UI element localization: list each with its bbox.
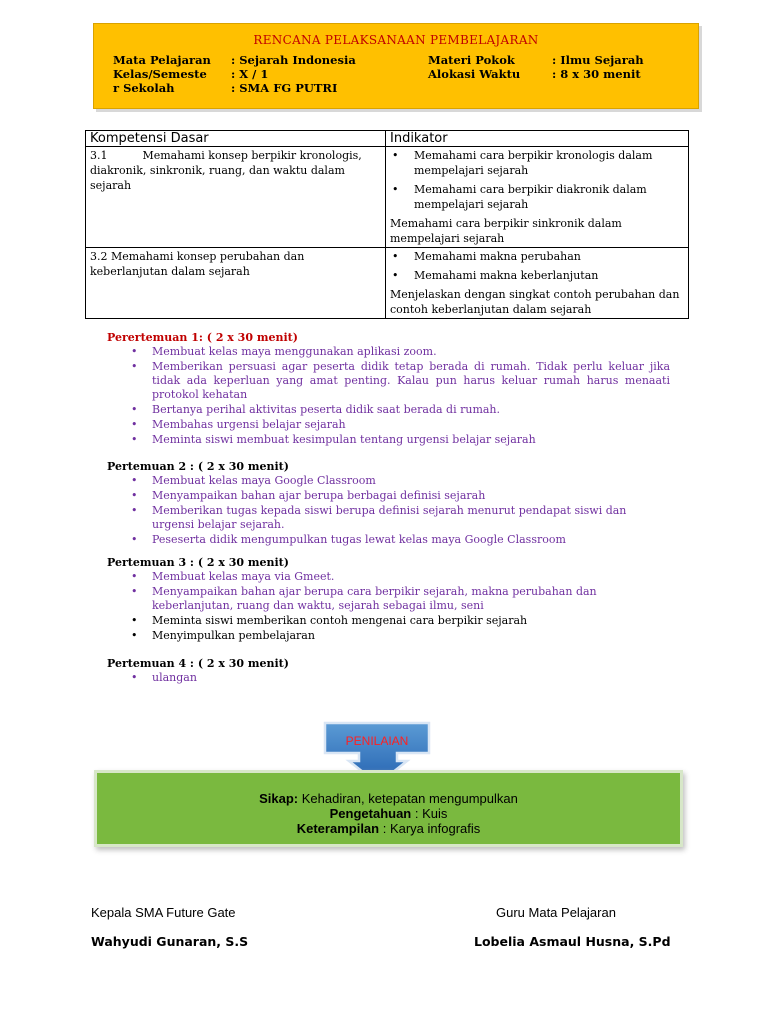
list-item: • Membahas urgensi belajar sejarah [107, 418, 670, 432]
signature-right-name: Lobelia Asmaul Husna, S.Pd [474, 934, 671, 949]
field-label-alokasi: Alokasi Waktu [428, 67, 521, 81]
list-item: • Peseserta didik mengumpulkan tugas lewat kelas maya Google Classroom [107, 533, 670, 547]
field-label-mata-pelajaran: Mata Pelajaran [113, 53, 211, 67]
indikator-text: Memahami cara berpikir sinkronik dalam mempelajari sejarah [390, 217, 622, 245]
competency-table [85, 130, 689, 319]
header-kompetensi-dasar: Kompetensi Dasar [86, 131, 386, 147]
signature-left-title: Kepala SMA Future Gate [91, 905, 236, 920]
list-item: • Meminta siswi memberikan contoh mengenai cara berpikir sejarah [107, 614, 670, 628]
header-indikator: Indikator [386, 131, 689, 147]
list-item: • Memberikan persuasi agar peserta didik tetap berada di rumah. Tidak perlu keluar jika tidak ada keperluan yang amat penting. Kalau pun harus keluar rumah harus menaati protokol kehatan [107, 360, 670, 402]
meeting-title: Pertemuan 2 : ( 2 x 30 menit) [107, 460, 289, 473]
meeting-4 [107, 657, 670, 686]
list-item: • Menyimpulkan pembelajaran [107, 629, 670, 643]
field-label-kelas: Kelas/Semeste [113, 67, 207, 81]
list-item: • Menyampaikan bahan ajar berupa berbagai definisi sejarah [107, 489, 670, 503]
field-value-materi: : Ilmu Sejarah [552, 53, 644, 67]
indikator-item: • Memahami makna perubahan [390, 249, 684, 264]
penilaian-label: PENILAIAN [345, 734, 409, 748]
meeting-title: Pertemuan 3 : ( 2 x 30 menit) [107, 556, 289, 569]
document-title: RENCANA PELAKSANAAN PEMBELAJARAN [253, 33, 539, 47]
meeting-title: Perertemuan 1: ( 2 x 30 menit) [107, 331, 298, 344]
indikator-item: • Memahami makna keberlanjutan [390, 268, 684, 283]
list-item: • Bertanya perihal aktivitas peserta didik saat berada di rumah. [107, 403, 670, 417]
pengetahuan-line [97, 806, 680, 821]
kd-cell: 3.2 Memahami konsep perubahan dan keberlanjutan dalam sejarah [86, 248, 386, 319]
list-item: • Membuat kelas maya menggunakan aplikasi zoom. [107, 345, 670, 359]
indikator-text: Menjelaskan dengan singkat contoh perubahan dan contoh keberlanjutan dalam sejarah [390, 288, 680, 316]
indikator-item: • Memahami cara berpikir kronologis dalam mempelajari sejarah [390, 148, 684, 178]
assessment-box [97, 773, 680, 844]
list-item: • Membuat kelas maya via Gmeet. [107, 570, 670, 584]
table-header-row [86, 131, 689, 147]
field-value-mata-pelajaran: : Sejarah Indonesia [231, 53, 356, 67]
meeting-3 [107, 556, 670, 644]
sikap-label: Sikap: [259, 791, 299, 806]
sikap-value: Kehadiran, ketepatan mengumpulkan [298, 791, 518, 806]
list-item: • Memberikan tugas kepada siswi berupa definisi sejarah menurut pendapat siswi dan urgensi belajar sejarah. [107, 504, 670, 532]
signature-right-title: Guru Mata Pelajaran [496, 905, 616, 920]
field-value-kelas: : X / 1 [231, 67, 269, 81]
pengetahuan-label: Pengetahuan [329, 806, 412, 821]
signature-left-name: Wahyudi Gunaran, S.S [91, 934, 249, 949]
keterampilan-label: Keterampilan [296, 821, 380, 836]
keterampilan-line [97, 821, 680, 836]
kd-cell: 3.1 Memahami konsep berpikir kronologis, diakronik, sinkronik, ruang, dan waktu dalam sejarah [86, 147, 386, 248]
meeting-1 [107, 331, 670, 448]
indikator-cell [386, 147, 689, 248]
table-row [86, 147, 689, 248]
field-label-sekolah: r Sekolah [113, 81, 175, 95]
pengetahuan-value: : Kuis [411, 806, 448, 821]
indikator-cell [386, 248, 689, 319]
table-row [86, 248, 689, 319]
meeting-title: Pertemuan 4 : ( 2 x 30 menit) [107, 657, 289, 670]
field-value-alokasi: : 8 x 30 menit [552, 67, 641, 81]
header-box [93, 23, 699, 109]
list-item: • ulangan [107, 671, 670, 685]
meeting-2 [107, 460, 670, 548]
list-item: • Menyampaikan bahan ajar berupa cara berpikir sejarah, makna perubahan dan keberlanjutan, ruang dan waktu, sejarah sebagai ilmu, seni [107, 585, 670, 613]
list-item: • Membuat kelas maya Google Classroom [107, 474, 670, 488]
sikap-line [97, 791, 680, 806]
indikator-item: • Memahami cara berpikir diakronik dalam mempelajari sejarah [390, 182, 684, 212]
keterampilan-value: : Karya infografis [379, 821, 481, 836]
list-item: • Meminta siswi membuat kesimpulan tentang urgensi belajar sejarah [107, 433, 670, 447]
field-label-materi: Materi Pokok [428, 53, 515, 67]
field-value-sekolah: : SMA FG PUTRI [231, 81, 338, 95]
